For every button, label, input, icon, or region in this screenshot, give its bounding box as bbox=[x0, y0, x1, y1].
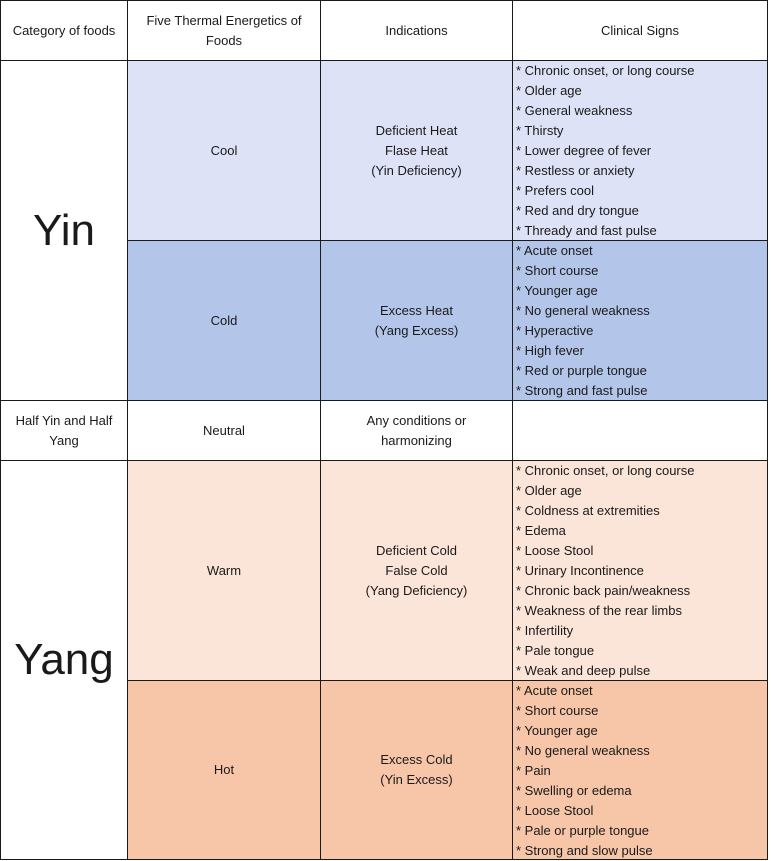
indication-line: (Yang Excess) bbox=[374, 322, 459, 338]
clinical-sign: * Swelling or edema bbox=[516, 783, 632, 798]
thermal-hot bbox=[128, 681, 321, 860]
clinical-sign: * Chronic onset, or long course bbox=[516, 63, 695, 78]
indication-line: (Yang Deficiency) bbox=[365, 582, 468, 598]
category-yang bbox=[0, 461, 128, 860]
thermal-neutral bbox=[128, 401, 321, 461]
header-indications-text: Indications bbox=[385, 22, 448, 38]
clinical-sign: * Thready and fast pulse bbox=[516, 223, 657, 238]
indications-warm bbox=[321, 461, 513, 681]
header-category-text: Category of foods bbox=[12, 22, 116, 38]
clinical-sign: * Red and dry tongue bbox=[516, 203, 639, 218]
indication-line: Excess Heat bbox=[380, 302, 453, 318]
indication-line: Deficient Heat bbox=[375, 122, 458, 138]
clinical-sign: * Lower degree of fever bbox=[516, 143, 652, 158]
clinical-sign: * Red or purple tongue bbox=[516, 363, 647, 378]
header-thermal-line-1: Five Thermal Energetics of bbox=[146, 12, 302, 28]
indication-line: harmonizing bbox=[381, 432, 452, 448]
indication-line: (Yin Excess) bbox=[380, 772, 453, 787]
clinical-signs-warm bbox=[513, 461, 768, 681]
indications-neutral bbox=[321, 401, 513, 461]
clinical-signs-cool bbox=[513, 61, 768, 241]
clinical-sign: * Short course bbox=[516, 703, 599, 718]
indications-hot bbox=[321, 681, 513, 860]
header-thermal-energetics bbox=[128, 0, 321, 61]
clinical-sign: * Weak and deep pulse bbox=[516, 663, 651, 678]
clinical-sign: * Loose Stool bbox=[516, 803, 594, 818]
clinical-sign: * Pale tongue bbox=[516, 643, 595, 658]
thermal-neutral-label: Neutral bbox=[203, 422, 245, 438]
category-yang-label: Yang bbox=[14, 635, 114, 684]
header-category-of-foods bbox=[0, 0, 128, 61]
indication-line: False Cold bbox=[385, 562, 448, 578]
indications-cold bbox=[321, 241, 513, 401]
thermal-cool-label: Cool bbox=[210, 142, 238, 158]
clinical-sign: * Restless or anxiety bbox=[516, 163, 635, 178]
category-yin-label: Yin bbox=[33, 205, 95, 255]
header-indications bbox=[321, 0, 513, 61]
clinical-sign: * No general weakness bbox=[516, 743, 650, 758]
clinical-sign: * Infertility bbox=[516, 623, 574, 638]
header-clinical-signs bbox=[513, 0, 768, 61]
clinical-sign: * General weakness bbox=[516, 103, 633, 118]
clinical-sign: * Urinary Incontinence bbox=[516, 563, 644, 578]
category-half-line-1: Half Yin and Half bbox=[15, 412, 113, 428]
clinical-sign: * No general weakness bbox=[516, 303, 650, 318]
indication-line: Excess Cold bbox=[380, 752, 453, 767]
thermal-cold bbox=[128, 241, 321, 401]
header-clinical-text: Clinical Signs bbox=[600, 22, 680, 38]
clinical-sign: * Acute onset bbox=[516, 683, 593, 698]
clinical-sign: * High fever bbox=[516, 343, 584, 358]
clinical-sign: * Edema bbox=[516, 523, 566, 538]
indication-line: Any conditions or bbox=[366, 412, 467, 428]
clinical-sign: * Pain bbox=[516, 763, 551, 778]
clinical-signs-neutral bbox=[513, 401, 768, 461]
thermal-hot-label: Hot bbox=[213, 762, 235, 777]
thermal-warm-label: Warm bbox=[206, 562, 242, 578]
clinical-sign: * Weakness of the rear limbs bbox=[516, 603, 682, 618]
indication-line: Flase Heat bbox=[385, 142, 448, 158]
clinical-sign: * Loose Stool bbox=[516, 543, 594, 558]
category-yin bbox=[0, 61, 128, 401]
clinical-sign: * Younger age bbox=[516, 283, 598, 298]
clinical-sign: * Older age bbox=[516, 83, 582, 98]
thermal-cool bbox=[128, 61, 321, 241]
clinical-sign: * Older age bbox=[516, 483, 582, 498]
clinical-sign: * Younger age bbox=[516, 723, 598, 738]
thermal-cold-label: Cold bbox=[210, 312, 238, 328]
clinical-sign: * Prefers cool bbox=[516, 183, 595, 198]
clinical-signs-hot bbox=[513, 681, 768, 860]
clinical-sign: * Coldness at extremities bbox=[516, 503, 660, 518]
clinical-sign: * Hyperactive bbox=[516, 323, 594, 338]
clinical-sign: * Strong and fast pulse bbox=[516, 383, 648, 398]
category-half-yin-half-yang bbox=[0, 401, 128, 461]
category-half-line-2: Yang bbox=[49, 432, 79, 448]
clinical-sign: * Acute onset bbox=[516, 243, 593, 258]
clinical-signs-cold bbox=[513, 241, 768, 401]
indications-cool bbox=[321, 61, 513, 241]
clinical-sign: * Strong and slow pulse bbox=[516, 843, 653, 858]
indication-line: Deficient Cold bbox=[376, 542, 457, 558]
clinical-sign: * Thirsty bbox=[516, 123, 564, 138]
clinical-sign: * Chronic onset, or long course bbox=[516, 463, 695, 478]
thermal-warm bbox=[128, 461, 321, 681]
header-thermal-line-2: Foods bbox=[205, 32, 243, 48]
clinical-sign: * Pale or purple tongue bbox=[516, 823, 649, 838]
indication-line: (Yin Deficiency) bbox=[371, 162, 462, 178]
clinical-sign: * Chronic back pain/weakness bbox=[516, 583, 691, 598]
clinical-sign: * Short course bbox=[516, 263, 599, 278]
